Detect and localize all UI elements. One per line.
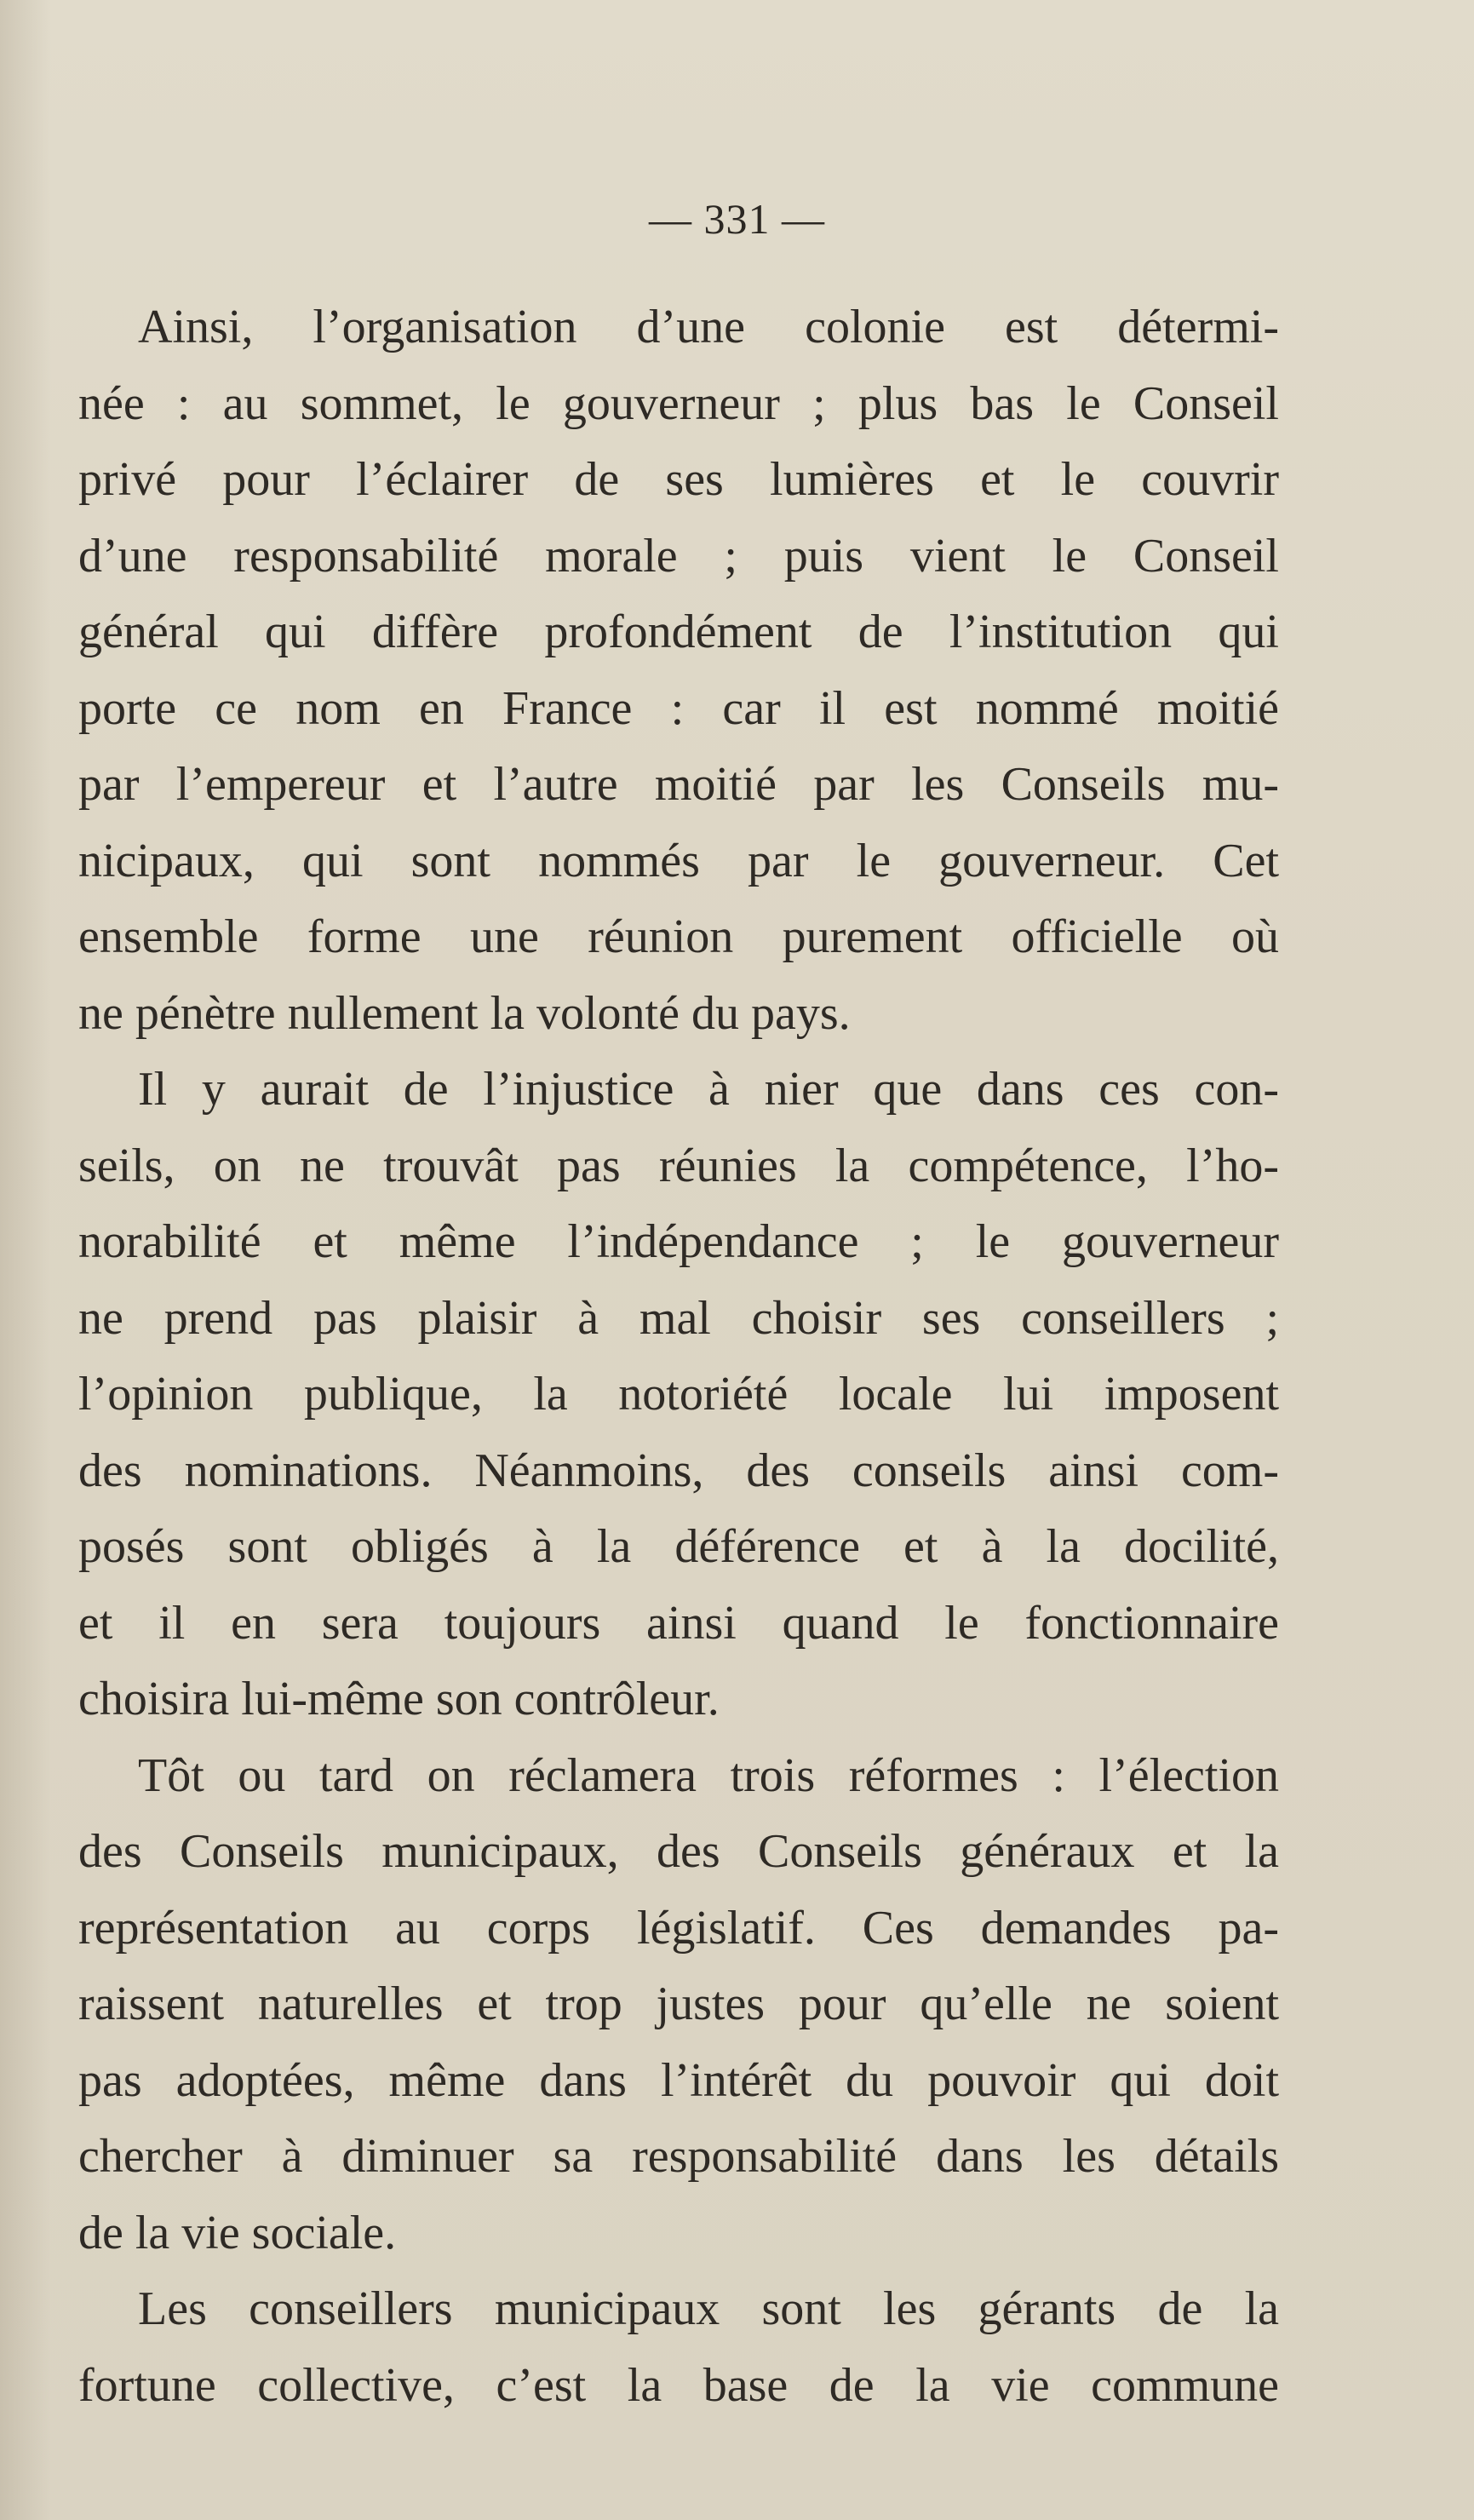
text-line: d’une responsabilité morale ; puis vient le Conseil	[78, 529, 1279, 583]
text-line: norabilité et même l’indépendance ; le gouverneur	[78, 1215, 1279, 1268]
text-line: de la vie sociale.	[78, 2206, 397, 2259]
text-line: Tôt ou tard on réclamera trois réformes : l’élection	[138, 1748, 1279, 1802]
text-line: ensemble forme une réunion purement officielle où	[78, 910, 1279, 963]
body-text	[78, 290, 1279, 2424]
text-line: seils, on ne trouvât pas réunies la compétence, l’ho-	[78, 1139, 1279, 1192]
paragraph-3	[78, 1738, 1279, 2272]
text-line: choisira lui-même son contrôleur.	[78, 1673, 720, 1725]
text-line: posés sont obligés à la déférence et à la docilité,	[78, 1520, 1279, 1573]
text-line: ne prend pas plaisir à mal choisir ses conseillers ;	[78, 1291, 1279, 1345]
text-line: Les conseillers municipaux sont les gérants de la	[138, 2282, 1279, 2335]
text-line: représentation au corps législatif. Ces demandes pa-	[78, 1901, 1279, 1955]
text-line: nicipaux, qui sont nommés par le gouverneur. Cet	[78, 834, 1279, 887]
text-line: pas adoptées, même dans l’intérêt du pouvoir qui doit	[78, 2053, 1279, 2107]
page-number: — 331 —	[649, 195, 825, 243]
text-line: raissent naturelles et trop justes pour qu’elle ne soient	[78, 1978, 1279, 2030]
paragraph-1	[78, 290, 1279, 1052]
text-line: née : au sommet, le gouverneur ; plus bas le Conseil	[78, 376, 1279, 430]
text-line: par l’empereur et l’autre moitié par les Conseils mu-	[78, 758, 1279, 811]
text-line: ne pénètre nullement la volonté du pays.	[78, 986, 851, 1040]
text-line: Il y aurait de l’injustice à nier que dans ces con-	[138, 1063, 1279, 1116]
text-line: des Conseils municipaux, des Conseils généraux et la	[78, 1825, 1279, 1878]
text-line: porte ce nom en France : car il est nommé moitié	[78, 681, 1279, 735]
paragraph-2	[78, 1052, 1279, 1738]
text-line: fortune collective, c’est la base de la vie commune	[78, 2358, 1279, 2412]
text-line: et il en sera toujours ainsi quand le fonctionnaire	[78, 1596, 1279, 1650]
paragraph-4	[78, 2271, 1279, 2424]
text-line: privé pour l’éclairer de ses lumières et le couvrir	[78, 453, 1279, 506]
text-line: des nominations. Néanmoins, des conseils ainsi com-	[78, 1444, 1279, 1497]
text-line: l’opinion publique, la notoriété locale lui imposent	[78, 1368, 1279, 1421]
text-line: Ainsi, l’organisation d’une colonie est détermi-	[138, 301, 1279, 353]
text-line: chercher à diminuer sa responsabilité dans les détails	[78, 2130, 1279, 2183]
text-line: général qui diffère profondément de l’institution qui	[78, 606, 1279, 658]
